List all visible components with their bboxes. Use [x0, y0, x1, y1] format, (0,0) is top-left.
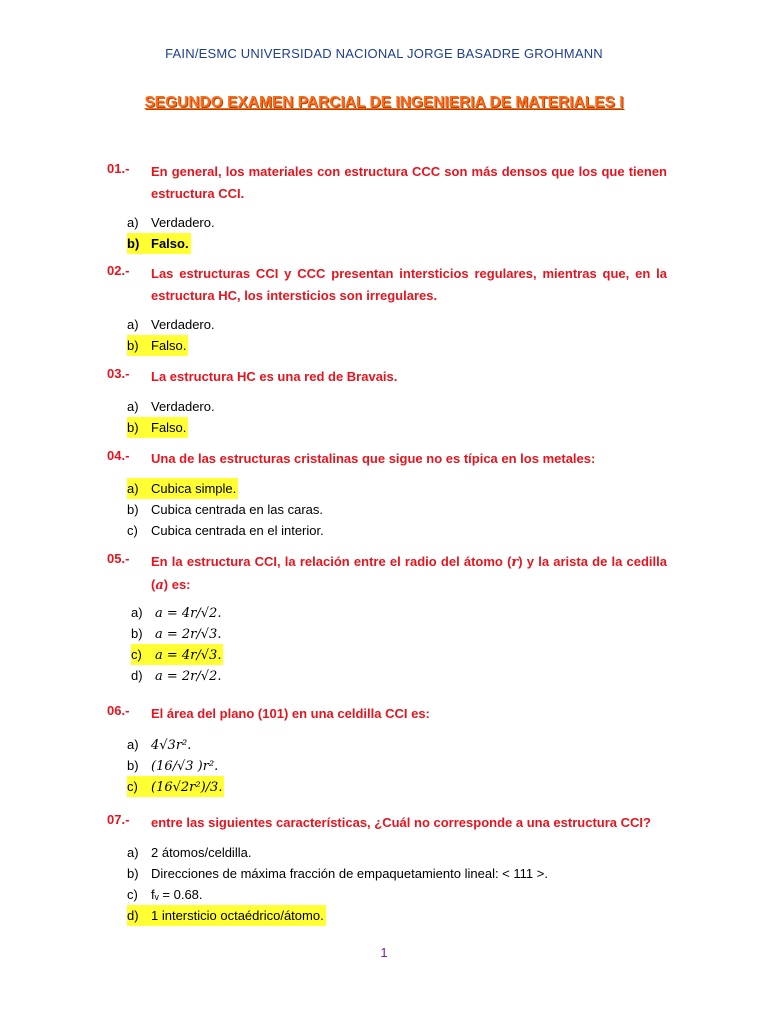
option-label: b): [127, 420, 139, 435]
option-text: Verdadero.: [151, 317, 215, 332]
options-7: [127, 842, 687, 926]
page-number: 1: [380, 945, 388, 960]
symbol-r: r: [511, 555, 519, 570]
option-text: Direcciones de máxima fracción de empaquetamiento lineal: < 111 >.: [151, 866, 548, 881]
option-label: a): [127, 399, 139, 414]
question-5: [107, 551, 667, 597]
options-2: [127, 314, 687, 356]
option-b-answer: [127, 417, 188, 438]
option-label: b): [127, 502, 139, 517]
option-a: [127, 212, 687, 233]
question-number: 03.-: [107, 366, 130, 381]
option-a: [127, 734, 687, 755]
option-label: c): [127, 887, 138, 902]
option-label: d): [131, 668, 143, 683]
option-text: Falso.: [151, 338, 187, 353]
option-text: 1 intersticio octaédrico/átomo.: [151, 908, 324, 923]
option-a: [127, 314, 687, 335]
option-label: a): [127, 481, 139, 496]
option-a: [127, 842, 687, 863]
option-label: a): [127, 737, 139, 752]
option-a: [131, 602, 691, 623]
option-label: b): [127, 338, 139, 353]
option-label: c): [131, 647, 142, 662]
option-formula: a = 4r/√3.: [155, 648, 222, 663]
document-header: FAIN/ESMC UNIVERSIDAD NACIONAL JORGE BASADRE GROHMANN: [165, 46, 603, 61]
options-5: [131, 602, 691, 686]
option-formula: (16√2r²)/3.: [151, 780, 223, 795]
question-text: entre las siguientes características, ¿Cuál no corresponde a una estructura CCI?: [151, 815, 651, 830]
option-text: fᵥ = 0.68.: [151, 887, 203, 902]
option-label: c): [127, 779, 138, 794]
question-4: [107, 448, 667, 470]
option-label: a): [127, 215, 139, 230]
option-b-answer: [127, 335, 188, 356]
exam-title: [0, 94, 768, 112]
options-6: [127, 734, 687, 797]
option-text: Falso.: [151, 236, 189, 251]
options-4: [127, 478, 687, 541]
question-text: El área del plano (101) en una celdilla CCI es:: [151, 706, 430, 721]
question-3: [107, 366, 667, 388]
option-c: [127, 884, 687, 905]
option-b: [127, 755, 687, 776]
option-c-answer: [131, 644, 223, 665]
option-label: a): [127, 845, 139, 860]
option-text: Verdadero.: [151, 215, 215, 230]
symbol-a: a: [155, 578, 164, 593]
option-text: Cubica centrada en las caras.: [151, 502, 323, 517]
option-c: [127, 520, 687, 541]
option-b: [131, 623, 691, 644]
option-c-answer: [127, 776, 224, 797]
option-label: b): [127, 236, 140, 251]
question-number: 04.-: [107, 448, 130, 463]
option-b: [127, 499, 687, 520]
question-1: [107, 161, 667, 205]
option-d: [131, 665, 691, 686]
option-label: b): [131, 626, 143, 641]
question-number: 07.-: [107, 812, 130, 827]
question-7: [107, 812, 667, 834]
question-text-part: ) y la arista de la cedilla (: [151, 554, 668, 592]
option-b-answer: [127, 233, 191, 254]
option-formula: a = 4r/√2.: [155, 606, 222, 621]
question-text-part: ) es:: [163, 577, 191, 592]
option-text: Cubica centrada en el interior.: [151, 523, 324, 538]
question-2: [107, 263, 667, 307]
question-text: [151, 551, 667, 597]
question-text: Una de las estructuras cristalinas que sigue no es típica en los metales:: [151, 451, 596, 466]
option-text: Cubica simple.: [151, 481, 237, 496]
option-a-answer: [127, 478, 238, 499]
options-1: [127, 212, 687, 254]
option-label: c): [127, 523, 138, 538]
option-a: [127, 396, 687, 417]
question-number: 02.-: [107, 263, 130, 278]
question-number: 06.-: [107, 703, 130, 718]
option-label: b): [127, 758, 139, 773]
option-formula: a = 2r/√3.: [155, 627, 222, 642]
option-label: b): [127, 866, 139, 881]
question-text-part: En la estructura CCI, la relación entre el radio del átomo (: [151, 554, 512, 569]
option-label: d): [127, 908, 139, 923]
question-text: Las estructuras CCI y CCC presentan intersticios regulares, mientras que, en la estructura HC, los intersticios son irregulares.: [151, 266, 667, 303]
option-b: [127, 863, 687, 884]
option-d-answer: [127, 905, 326, 926]
option-label: a): [131, 605, 143, 620]
option-formula: (16/√3 )r².: [151, 759, 219, 774]
options-3: [127, 396, 687, 438]
option-label: a): [127, 317, 139, 332]
question-6: [107, 703, 667, 725]
question-number: 05.-: [107, 551, 130, 566]
question-number: 01.-: [107, 161, 130, 176]
option-formula: 4√3r².: [151, 738, 192, 753]
option-formula: a = 2r/√2.: [155, 669, 222, 684]
option-text: 2 átomos/celdilla.: [151, 845, 252, 860]
question-text: En general, los materiales con estructura CCC son más densos que los que tienen estructura CCI.: [151, 164, 667, 201]
option-text: Falso.: [151, 420, 187, 435]
option-text: Verdadero.: [151, 399, 215, 414]
exam-title-text: SEGUNDO EXAMEN PARCIAL DE INGENIERIA DE MATERIALES I: [144, 94, 624, 111]
question-text: La estructura HC es una red de Bravais.: [151, 369, 398, 384]
